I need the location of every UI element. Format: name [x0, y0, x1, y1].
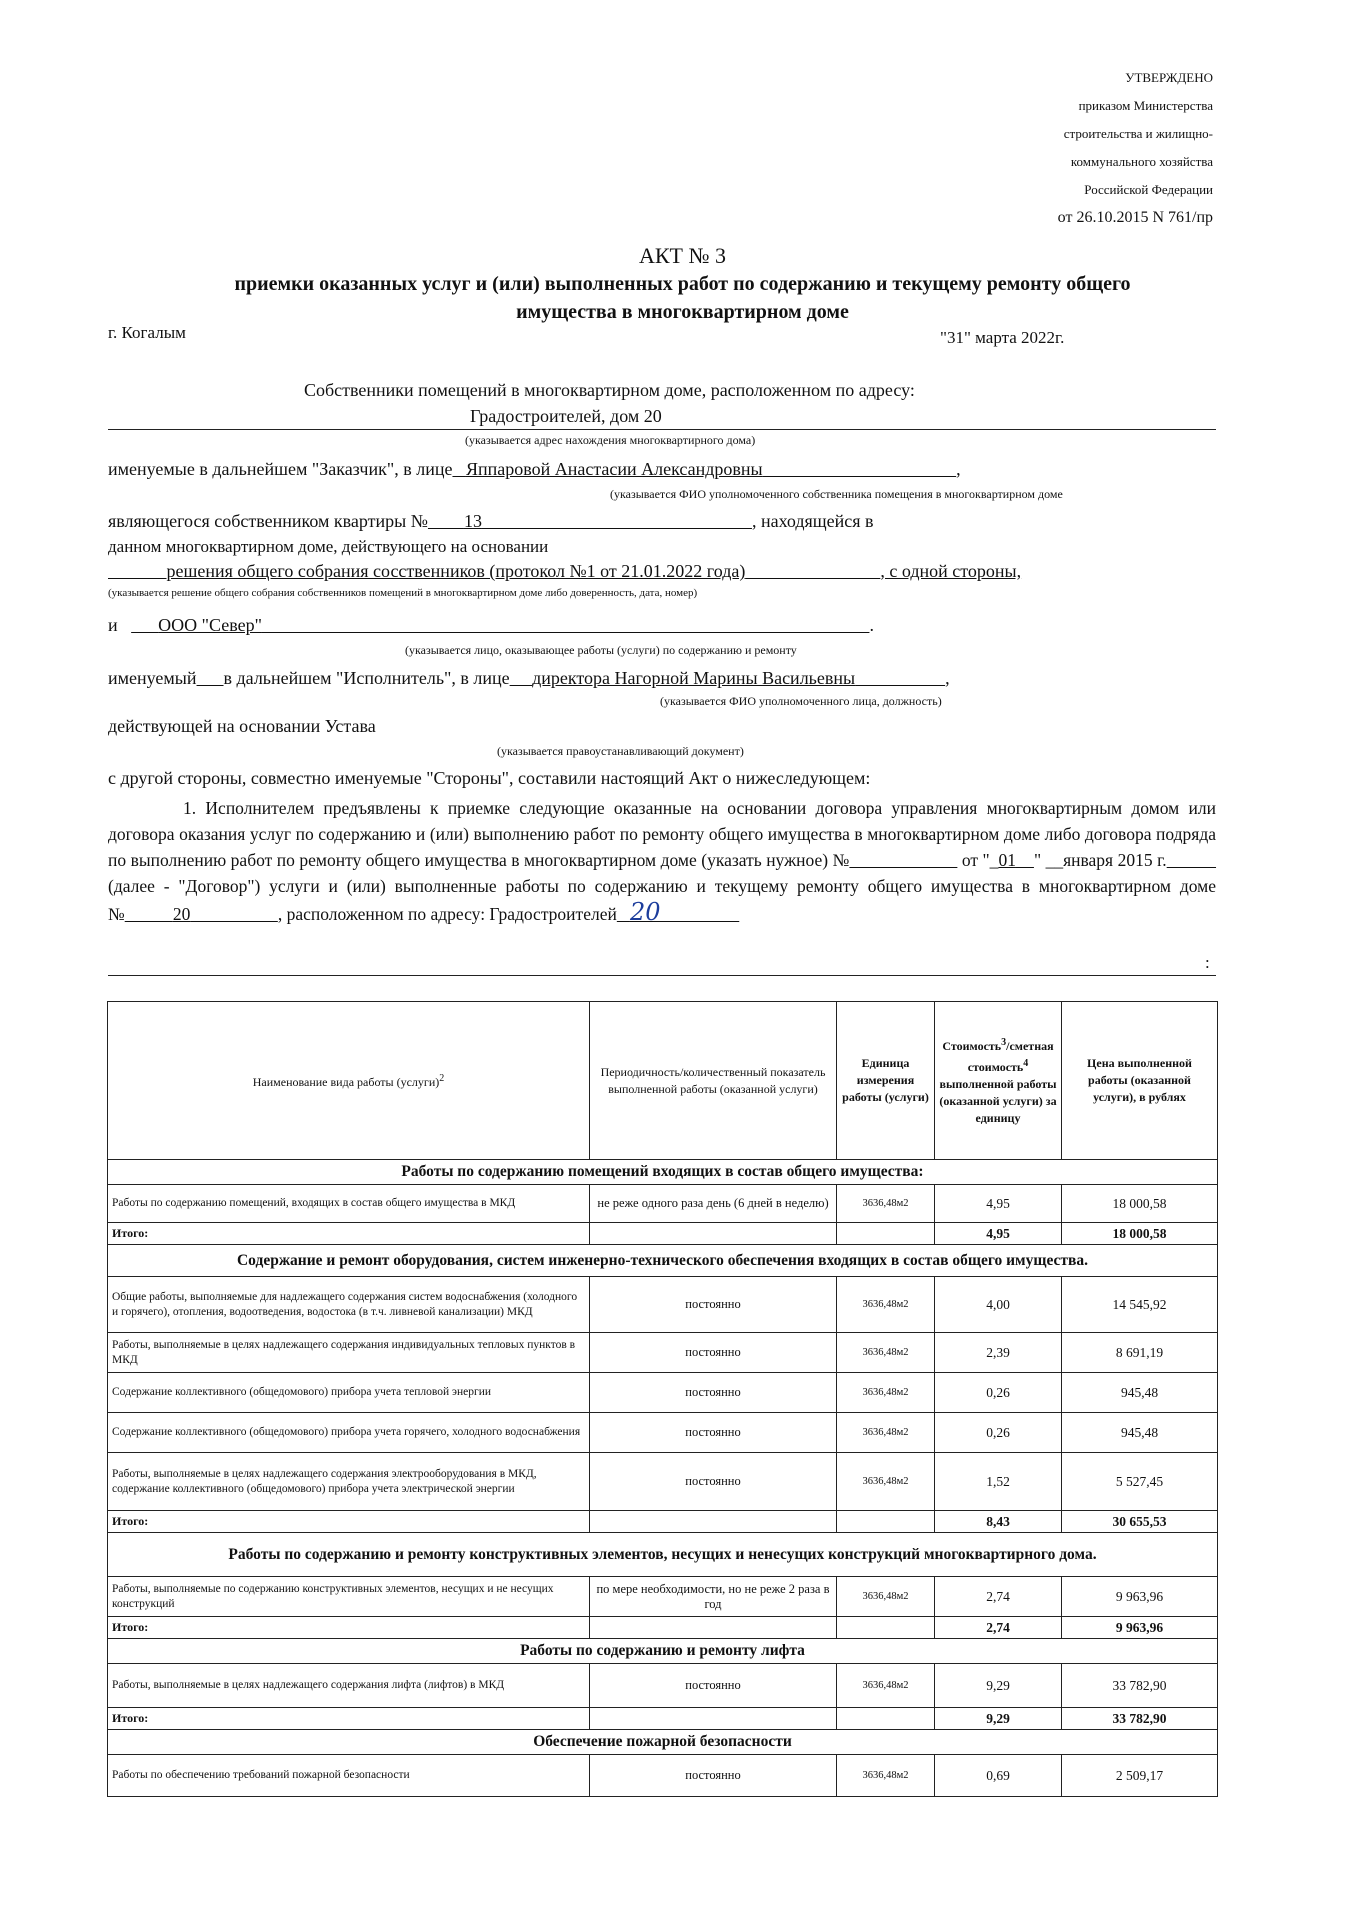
apartment-number-text: 13 — [463, 511, 482, 531]
section-title: Обеспечение пожарной безопасности — [108, 1730, 1218, 1755]
header-name-sup: 2 — [439, 1073, 445, 1084]
basis-doc — [108, 561, 880, 581]
and-word: и — [108, 615, 118, 635]
city: г. Когалым — [108, 323, 186, 342]
para-text: , расположенном по адресу: Градостроителей — [277, 904, 617, 924]
approval-order-ref: от 26.10.2015 N 761/пр — [1057, 209, 1213, 226]
apartment-line — [108, 511, 874, 532]
total-row — [108, 1511, 1218, 1533]
closing-line: с другой стороны, совместно именуемые "Стороны", составили настоящий Акт о нижеследующем: — [108, 768, 871, 788]
cell-price: 18 000,58 — [1062, 1185, 1218, 1223]
contractor-line: и ООО "Север" . — [108, 615, 874, 635]
house-number-text: 20 — [172, 904, 191, 924]
cell-price: 945,48 — [1062, 1373, 1218, 1413]
owners-line: Собственники помещений в многоквартирном доме, расположенном по адресу: — [304, 380, 915, 400]
address-note: (указывается адрес нахождения многоквартирного дома) — [465, 433, 756, 447]
contract-day-tail — [1016, 850, 1034, 870]
cell-unit: 3636,48м2 — [837, 1185, 935, 1223]
table-row — [108, 1755, 1218, 1797]
act-subtitle — [130, 270, 1235, 326]
cell-cost: 1,52 — [935, 1453, 1062, 1511]
contractor-note: (указывается лицо, оказывающее работы (услуги) по содержанию и ремонту — [405, 643, 797, 657]
cell-cost: 2,39 — [935, 1333, 1062, 1373]
cell-name: Работы по обеспечению требований пожарной безопасности — [108, 1755, 590, 1797]
contract-number-blank — [849, 850, 957, 870]
act-subtitle-line: приемки оказанных услуг и (или) выполненных работ по содержанию и текущему ремонту общего — [234, 273, 1131, 295]
approval-line: строительства и жилищно- — [1063, 126, 1213, 141]
section-title: Работы по содержанию помещений входящих в состав общего имущества: — [108, 1160, 1218, 1185]
total-cost: 8,43 — [935, 1511, 1062, 1533]
section-row — [108, 1160, 1218, 1185]
house-number — [125, 904, 278, 924]
executor-note: (указывается ФИО уполномоченного лица, должность) — [660, 694, 942, 708]
header-name — [108, 1002, 590, 1160]
cell-period: постоянно — [590, 1373, 837, 1413]
cell-period: постоянно — [590, 1755, 837, 1797]
underline — [108, 429, 1216, 430]
header-cost-c: выполненной работы (оказанной услуги) за единицу — [939, 1077, 1057, 1125]
cell-unit: 3636,48м2 — [837, 1373, 935, 1413]
cell-cost: 0,26 — [935, 1373, 1062, 1413]
total-row — [108, 1708, 1218, 1730]
total-price: 9 963,96 — [1062, 1617, 1218, 1639]
para-text: от "_ — [957, 850, 999, 870]
cell-price: 14 545,92 — [1062, 1277, 1218, 1333]
header-cost — [935, 1002, 1062, 1160]
cell-name: Содержание коллективного (общедомового) прибора учета горячего, холодного водоснабжения — [108, 1413, 590, 1453]
table-row — [108, 1333, 1218, 1373]
cell-cost: 0,26 — [935, 1413, 1062, 1453]
header-cost-a: Стоимость — [942, 1039, 1002, 1053]
header-cost-b: /сметная стоимость — [967, 1039, 1054, 1074]
total-label: Итого: — [108, 1617, 590, 1639]
act-date: "31" марта 2022г. — [940, 328, 1065, 347]
cell-period: постоянно — [590, 1664, 837, 1708]
approval-line: коммунального хозяйства — [1070, 154, 1213, 169]
underline — [108, 975, 1216, 976]
cell-unit: 3636,48м2 — [837, 1453, 935, 1511]
cell-unit: 3636,48м2 — [837, 1755, 935, 1797]
cell-period: не реже одного раза день (6 дней в неделю) — [590, 1185, 837, 1223]
customer-name-text: Яппаровой Анастасии Александровны — [465, 459, 763, 479]
cell-unit: 3636,48м2 — [837, 1333, 935, 1373]
total-label: Итого: — [108, 1511, 590, 1533]
cell-price: 33 782,90 — [1062, 1664, 1218, 1708]
section-row — [108, 1730, 1218, 1755]
table-header-row — [108, 1002, 1218, 1160]
section-row — [108, 1245, 1218, 1277]
handwritten-number — [617, 898, 739, 926]
total-price: 30 655,53 — [1062, 1511, 1218, 1533]
approval-block — [873, 64, 1213, 232]
customer-prefix: именуемые в дальнейшем "Заказчик", в лице — [108, 459, 453, 479]
approval-heading: УТВЕРЖДЕНО — [1125, 70, 1213, 85]
basis-suffix: , с одной стороны, — [880, 561, 1022, 581]
customer-name — [452, 459, 956, 479]
handwritten-text: 20 — [629, 898, 661, 926]
cell-unit: 3636,48м2 — [837, 1577, 935, 1617]
table-row — [108, 1373, 1218, 1413]
approval-line: Российской Федерации — [1084, 182, 1213, 197]
customer-note: (указывается ФИО уполномоченного собственника помещения в многоквартирном доме — [610, 487, 1063, 501]
cell-name: Работы, выполняемые в целях надлежащего содержания электрооборудования в МКД, содержание коллективного (общедомового) прибора учета электрической энергии — [108, 1453, 590, 1511]
total-row — [108, 1617, 1218, 1639]
table-row — [108, 1185, 1218, 1223]
act-subtitle-line: имущества в многоквартирном доме — [516, 301, 849, 323]
customer-line: именуемые в дальнейшем "Заказчик", в лице Яппаровой Анастасии Александровны , — [108, 459, 961, 479]
cell-cost: 4,00 — [935, 1277, 1062, 1333]
cell-price: 2 509,17 — [1062, 1755, 1218, 1797]
cell-period: постоянно — [590, 1413, 837, 1453]
cell-period: постоянно — [590, 1453, 837, 1511]
cell-unit: 3636,48м2 — [837, 1277, 935, 1333]
cell-cost: 4,95 — [935, 1185, 1062, 1223]
approval-line: приказом Министерства — [1078, 98, 1213, 113]
total-row — [108, 1223, 1218, 1245]
contractor — [131, 615, 869, 635]
header-price: Цена выполненной работы (оказанной услуги), в рублях — [1062, 1002, 1218, 1160]
table-row — [108, 1453, 1218, 1511]
header-periodicity: Периодичность/количественный показатель выполненной работы (оказанной услуги) — [590, 1002, 837, 1160]
basis-doc-line — [108, 561, 1021, 582]
cell-cost: 2,74 — [935, 1577, 1062, 1617]
cell-name: Работы, выполняемые в целях надлежащего содержания лифта (лифтов) в МКД — [108, 1664, 590, 1708]
executor-name-text: директора Нагорной Марины Васильевны — [532, 668, 856, 688]
cell-name: Работы, выполняемые в целях надлежащего содержания индивидуальных тепловых пунктов в МКД — [108, 1333, 590, 1373]
cell-period: постоянно — [590, 1333, 837, 1373]
section-row — [108, 1533, 1218, 1577]
section-title: Работы по содержанию и ремонту конструктивных элементов, несущих и ненесущих конструкций многоквартирного дома. — [108, 1533, 1218, 1577]
para-text: (далее - "Договор") услуги и (или) выполненные работы по содержанию и текущему ремонту общего имущества в многоквартирном доме № — [108, 876, 1216, 924]
cell-unit: 3636,48м2 — [837, 1413, 935, 1453]
total-cost: 2,74 — [935, 1617, 1062, 1639]
basis-line: данном многоквартирном доме, действующего на основании — [108, 537, 549, 556]
cell-name: Содержание коллективного (общедомового) прибора учета тепловой энергии — [108, 1373, 590, 1413]
contractor-text: ООО "Север" — [158, 615, 262, 635]
cell-price: 945,48 — [1062, 1413, 1218, 1453]
total-price: 18 000,58 — [1062, 1223, 1218, 1245]
acting-note: (указывается правоустанавливающий документ) — [497, 744, 744, 758]
executor-name — [510, 668, 945, 688]
cell-price: 5 527,45 — [1062, 1453, 1218, 1511]
apartment-suffix: , находящейся в — [751, 511, 874, 531]
executor-prefix: именуемый — [108, 668, 197, 688]
colon: : — [1205, 953, 1210, 972]
total-label: Итого: — [108, 1708, 590, 1730]
para-text: 1. Исполнителем предъявлены к приемке следующие оказанные на основании договора управления многоквартирным домом или договора оказания услуг по содержанию и (или) выполнению работ по ремонту общего имущества в многоквартирном доме либо договора подряда по выполнению работ по ремонту общего имущества в многоквартирном доме (указать нужное) № — [108, 798, 1216, 870]
house-address: Градостроителей, дом 20 — [470, 406, 662, 426]
table-row — [108, 1277, 1218, 1333]
total-cost: 9,29 — [935, 1708, 1062, 1730]
paragraph-1 — [108, 795, 1216, 927]
cell-period: по мере необходимости, но не реже 2 раза в год — [590, 1577, 837, 1617]
basis-note: (указывается решение общего собрания собственников помещений в многоквартирном доме либо доверенность, дата, номер) — [108, 587, 698, 599]
header-cost-sup: 4 — [1023, 1058, 1029, 1069]
acting-basis: действующей на основании Устава — [108, 716, 376, 736]
cell-unit: 3636,48м2 — [837, 1664, 935, 1708]
cell-cost: 0,69 — [935, 1755, 1062, 1797]
basis-doc-text: решения общего собрания сосственников (протокол №1 от 21.01.2022 года) — [166, 561, 746, 581]
header-cost-sup: 3 — [1001, 1037, 1007, 1048]
apartment-number — [428, 511, 752, 531]
section-title: Содержание и ремонт оборудования, систем инженерно-технического обеспечения входящих в состав общего имущества. — [108, 1245, 1218, 1277]
cell-price: 9 963,96 — [1062, 1577, 1218, 1617]
header-unit: Единица измерения работы (услуги) — [837, 1002, 935, 1160]
cell-period: постоянно — [590, 1277, 837, 1333]
section-row — [108, 1639, 1218, 1664]
header-name-text: Наименование вида работы (услуги) — [252, 1075, 440, 1089]
table-row — [108, 1664, 1218, 1708]
contract-date-blank — [1167, 850, 1216, 870]
cell-name: Общие работы, выполняемые для надлежащего содержания систем водоснабжения (холодного и горячего), отопления, водоотведения, водостока (в т.ч. ливневой канализации) МКД — [108, 1277, 590, 1333]
table-row — [108, 1413, 1218, 1453]
total-price: 33 782,90 — [1062, 1708, 1218, 1730]
cell-price: 8 691,19 — [1062, 1333, 1218, 1373]
cell-cost: 9,29 — [935, 1664, 1062, 1708]
apartment-prefix: являющегося собственником квартиры № — [108, 511, 428, 531]
executor-mid: в дальнейшем "Исполнитель", в лице — [223, 668, 510, 688]
contract-day: 01 — [998, 850, 1016, 870]
cell-name: Работы, выполняемые по содержанию конструктивных элементов, несущих и не несущих конструкций — [108, 1577, 590, 1617]
works-table — [107, 1001, 1218, 1797]
section-title: Работы по содержанию и ремонту лифта — [108, 1639, 1218, 1664]
table-row — [108, 1577, 1218, 1617]
executor-gap — [197, 668, 224, 688]
executor-line: именуемый в дальнейшем "Исполнитель", в лице директора Нагорной Марины Васильевны , — [108, 668, 950, 688]
total-cost: 4,95 — [935, 1223, 1062, 1245]
cell-name: Работы по содержанию помещений, входящих в состав общего имущества в МКД — [108, 1185, 590, 1223]
para-text: " __января 2015 г. — [1033, 850, 1167, 870]
total-label: Итого: — [108, 1223, 590, 1245]
act-title: АКТ № 3 — [639, 243, 726, 268]
